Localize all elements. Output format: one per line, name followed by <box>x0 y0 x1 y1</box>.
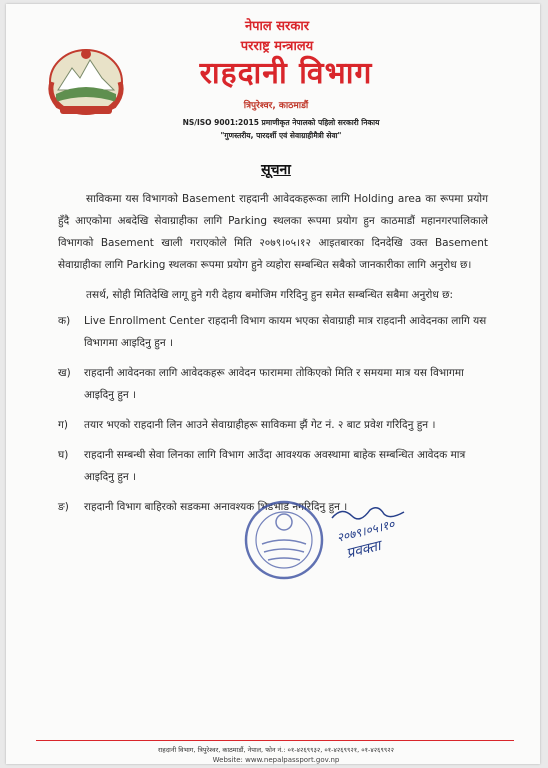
department-name: राहदानी विभाग <box>199 56 373 91</box>
government-name: नेपाल सरकार <box>244 19 310 34</box>
department-address: त्रिपुरेश्वर, काठमाडौं <box>243 101 309 111</box>
list-marker: ङ) <box>58 501 69 513</box>
ministry-name: परराष्ट्र मन्त्रालय <box>240 39 314 54</box>
list-marker: घ) <box>58 449 69 461</box>
list-item-text: तयार भएको राहदानी लिन आउने सेवाग्राहीहरू साविकमा झैं गेट नं. २ बाट प्रवेश गरिदिनु हुन । <box>84 419 436 431</box>
notice-paragraph-2: तसर्थ, सोही मितिदेखि लागू हुने गरी देहाय बमोजिम गरिदिनु हुन समेत सम्बन्धित सबैमा अनुरोध छ: <box>86 289 454 301</box>
list-item <box>58 414 488 436</box>
list-marker: क) <box>58 315 71 327</box>
footer-divider <box>36 740 514 741</box>
footer-contact: राहदानी विभाग, त्रिपुरेश्वर, काठमाडौं, नेपाल, फोन नं.: ०१-४२६९९३२, ०१-४२६९९२१, ०१-४२६९९२२ <box>157 746 395 754</box>
list-item <box>58 310 488 354</box>
list-marker: ग) <box>58 419 69 431</box>
list-item-text: Live Enrollment Center राहदानी विभाग कायम भएका सेवाग्राही मात्र राहदानी आवेदनका लागि यस विभागमा आइदिनु हुन । <box>84 315 487 349</box>
notice-paragraph-1: साविकमा यस विभागको Basement राहदानी आवेदकहरूका लागि Holding area का रूपमा प्रयोग हुँदै आएकोमा अबदेखि सेवाग्राहीका लागि Parking स्थलका रूपमा प्रयोग हुन काठमाडौं महानगरपालिकाले विभागको Basement खाली गराएकोले मिति २०७९।०५।१२ आइतबारका दिनदेखि उक्त Basement सेवाग्राहीका लागि Parking स्थलका रूपमा प्रयोग हुने व्यहोरा सम्बन्धित सबैको जानकारीका लागि अनुरोध छ। <box>58 193 488 271</box>
notice-title: सूचना <box>261 162 291 178</box>
footer-website: Website: www.nepalpassport.gov.np <box>212 756 340 764</box>
notice-page <box>6 4 540 764</box>
signature-title: प्रवक्ता <box>344 538 383 562</box>
list-item-text: राहदानी विभाग बाहिरको सडकमा अनावश्यक भिडभाड नगरिदिनु हुन । <box>84 501 348 513</box>
list-item <box>58 362 488 406</box>
list-item <box>58 444 488 488</box>
list-item-text: राहदानी सम्बन्धी सेवा लिनका लागि विभाग आउँदा आवश्यक अवस्थामा बाहेक सम्बन्धित आवेदक मात्र आइदिनु हुन । <box>84 449 466 483</box>
list-item-text: राहदानी आवेदनका लागि आवेदकहरू आवेदन फाराममा तोकिएको मिति र समयमा मात्र यस विभागमा आइदिनु हुन । <box>84 367 464 401</box>
instruction-list <box>58 310 488 518</box>
notice-body <box>58 188 488 526</box>
nepal-emblem-icon <box>46 44 126 116</box>
iso-certification: NS/ISO 9001:2015 प्रमाणीकृत नेपालको पहिलो सरकारी निकाय <box>182 118 380 127</box>
list-marker: ख) <box>58 367 71 379</box>
service-motto: "गुणस्तरीय, पारदर्शी एवं सेवाग्राहीमैत्री सेवा" <box>220 131 342 140</box>
department-stamp-icon <box>242 498 326 582</box>
signature-date: २०७९।०५।१० <box>335 517 396 545</box>
